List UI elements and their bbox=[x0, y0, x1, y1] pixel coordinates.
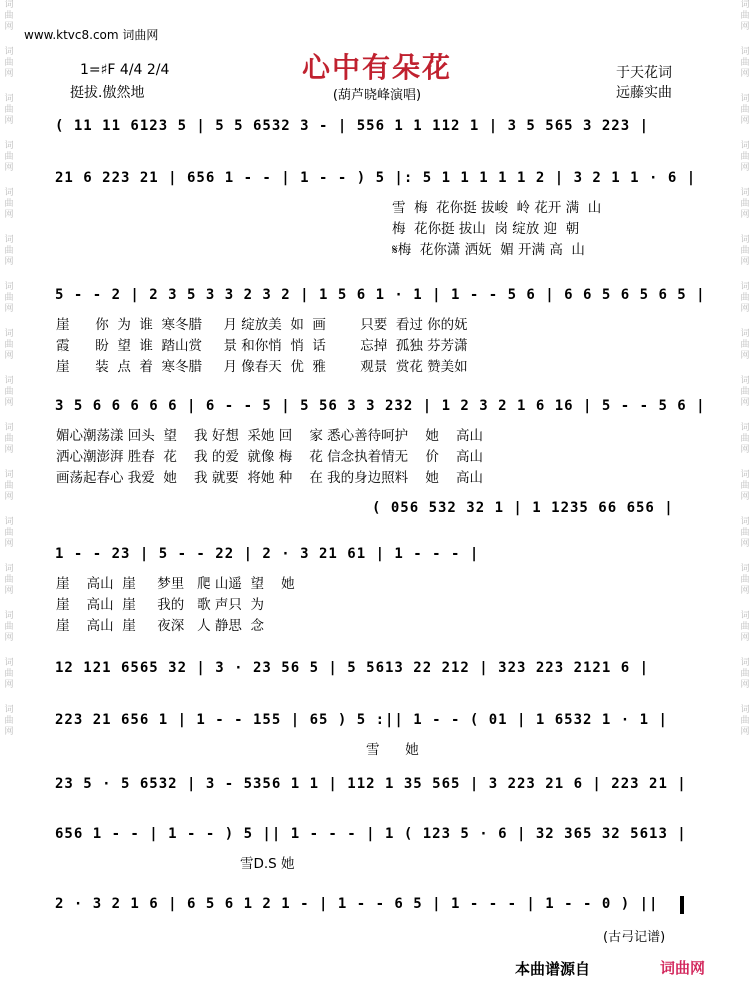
watermark-char: 词 bbox=[740, 141, 750, 151]
watermark-char: 网 bbox=[4, 492, 14, 502]
watermark-char: 网 bbox=[740, 586, 750, 596]
lyric-line: 洒心潮澎湃 胜春 花 我 的爱 就像 梅 花 信念执着情无 价 高山 bbox=[56, 449, 483, 465]
watermark-char: 网 bbox=[740, 398, 750, 408]
watermark-char: 词 bbox=[4, 423, 14, 433]
lyric-line: 𝄋梅 花你潇 洒妩 媚 开满 高 山 bbox=[392, 242, 585, 258]
watermark-char: 词 bbox=[740, 329, 750, 339]
lyric-line: 霞 盼 望 谁 踏山赏 景 和你悄 悄 话 忘掉 孤独 芬芳潇 bbox=[56, 338, 468, 354]
watermark-char: 曲 bbox=[740, 622, 750, 632]
watermark-char: 网 bbox=[4, 116, 14, 126]
watermark-char: 词 bbox=[4, 47, 14, 57]
watermark-char: 曲 bbox=[740, 716, 750, 726]
watermark-char: 词 bbox=[4, 0, 14, 10]
score-row: 21 6 223 21 | 656 1 - - | 1 - - ) 5 |: 5 1 1 1 1 1 2 | 3 2 1 1 · 6 | bbox=[55, 170, 697, 186]
score-row: ( 056 532 32 1 | 1 1235 66 656 | bbox=[372, 500, 674, 516]
watermark-char: 曲 bbox=[4, 11, 14, 21]
watermark-char: 词 bbox=[740, 705, 750, 715]
watermark-char: 网 bbox=[740, 116, 750, 126]
watermark-char: 词 bbox=[740, 235, 750, 245]
watermark-char: 词 bbox=[740, 517, 750, 527]
watermark-char: 词 bbox=[4, 329, 14, 339]
watermark-char: 网 bbox=[740, 69, 750, 79]
watermark-char: 曲 bbox=[4, 340, 14, 350]
lyric-line: 雪D.S 她 bbox=[240, 856, 295, 872]
watermark-char: 网 bbox=[4, 69, 14, 79]
watermark-char: 词 bbox=[740, 282, 750, 292]
watermark-char: 词 bbox=[740, 564, 750, 574]
watermark-char: 词 bbox=[740, 376, 750, 386]
watermark-char: 词 bbox=[4, 658, 14, 668]
left-watermark-strip bbox=[0, 0, 18, 1002]
tempo-marking: 挺拔.傲然地 bbox=[70, 85, 145, 101]
watermark-char: 曲 bbox=[740, 575, 750, 585]
watermark-char: 曲 bbox=[4, 246, 14, 256]
watermark-char: 词 bbox=[4, 188, 14, 198]
watermark-char: 曲 bbox=[740, 293, 750, 303]
watermark-char: 词 bbox=[4, 141, 14, 151]
watermark-char: 词 bbox=[4, 235, 14, 245]
watermark-char: 曲 bbox=[740, 105, 750, 115]
key-signature: 1=♯F 4/4 2/4 bbox=[80, 62, 170, 78]
score-row: 3 5 6 6 6 6 6 | 6 - - 5 | 5 56 3 3 232 | 1 2 3 2 1 6 16 | 5 - - 5 6 | bbox=[55, 398, 706, 414]
lyric-line: 崖 你 为 谁 寒冬腊 月 绽放美 如 画 只要 看过 你的妩 bbox=[56, 317, 468, 333]
watermark-char: 网 bbox=[740, 257, 750, 267]
watermark-char: 曲 bbox=[4, 481, 14, 491]
watermark-char: 词 bbox=[740, 611, 750, 621]
watermark-char: 词 bbox=[740, 470, 750, 480]
watermark-char: 曲 bbox=[4, 58, 14, 68]
watermark-char: 曲 bbox=[4, 293, 14, 303]
watermark-char: 网 bbox=[4, 445, 14, 455]
watermark-char: 网 bbox=[4, 210, 14, 220]
watermark-char: 词 bbox=[4, 564, 14, 574]
watermark-char: 网 bbox=[4, 539, 14, 549]
watermark-char: 曲 bbox=[4, 669, 14, 679]
lyric-line: 崖 高山 崖 我的 歌 声只 为 bbox=[56, 597, 264, 613]
watermark-char: 曲 bbox=[4, 105, 14, 115]
site-url[interactable]: www.ktvc8.com 词曲网 bbox=[24, 28, 159, 42]
watermark-char: 曲 bbox=[4, 387, 14, 397]
watermark-char: 词 bbox=[4, 94, 14, 104]
watermark-char: 曲 bbox=[4, 528, 14, 538]
composer-credit: 远藤实曲 bbox=[616, 85, 672, 101]
watermark-char: 网 bbox=[4, 163, 14, 173]
watermark-char: 词 bbox=[740, 0, 750, 10]
lyric-line: 崖 高山 崖 梦里 爬 山遥 望 她 bbox=[56, 576, 295, 592]
score-row: 2 · 3 2 1 6 | 6 5 6 1 2 1 - | 1 - - 6 5 | 1 - - - | 1 - - 0 ) || bbox=[55, 896, 659, 912]
score-row: 12 121 6565 32 | 3 · 23 56 5 | 5 5613 22 212 | 323 223 2121 6 | bbox=[55, 660, 650, 676]
watermark-char: 网 bbox=[740, 304, 750, 314]
watermark-char: 网 bbox=[4, 304, 14, 314]
score-row: 656 1 - - | 1 - - ) 5 || 1 - - - | 1 ( 123 5 · 6 | 32 365 32 5613 | bbox=[55, 826, 687, 842]
watermark-char: 网 bbox=[4, 586, 14, 596]
song-title: 心中有朵花 bbox=[301, 51, 452, 84]
lyric-line: 崖 高山 崖 夜深 人 静思 念 bbox=[56, 618, 264, 634]
watermark-char: 曲 bbox=[740, 528, 750, 538]
watermark-char: 网 bbox=[740, 163, 750, 173]
score-row: ( 11 11 6123 5 | 5 5 6532 3 - | 556 1 1 112 1 | 3 5 565 3 223 | bbox=[55, 118, 650, 134]
watermark-char: 网 bbox=[740, 680, 750, 690]
watermark-char: 曲 bbox=[740, 152, 750, 162]
watermark-char: 词 bbox=[740, 47, 750, 57]
watermark-char: 网 bbox=[740, 492, 750, 502]
watermark-char: 词 bbox=[740, 423, 750, 433]
transcriber-credit: (古弓记谱) bbox=[603, 930, 666, 945]
watermark-char: 曲 bbox=[740, 58, 750, 68]
watermark-char: 曲 bbox=[740, 434, 750, 444]
watermark-char: 网 bbox=[740, 727, 750, 737]
final-barline bbox=[680, 896, 684, 914]
watermark-char: 曲 bbox=[740, 199, 750, 209]
watermark-char: 词 bbox=[4, 705, 14, 715]
watermark-char: 网 bbox=[740, 210, 750, 220]
watermark-char: 曲 bbox=[740, 387, 750, 397]
watermark-char: 曲 bbox=[740, 481, 750, 491]
score-row: 5 - - 2 | 2 3 5 3 3 2 3 2 | 1 5 6 1 · 1 | 1 - - 5 6 | 6 6 5 6 5 6 5 | bbox=[55, 287, 706, 303]
watermark-char: 词 bbox=[4, 470, 14, 480]
watermark-char: 网 bbox=[740, 22, 750, 32]
watermark-char: 曲 bbox=[4, 716, 14, 726]
watermark-char: 网 bbox=[740, 445, 750, 455]
lyric-line: 梅 花你挺 拔山 岗 绽放 迎 朝 bbox=[392, 221, 580, 237]
watermark-char: 曲 bbox=[740, 11, 750, 21]
watermark-char: 网 bbox=[740, 633, 750, 643]
watermark-char: 曲 bbox=[4, 152, 14, 162]
watermark-char: 曲 bbox=[740, 246, 750, 256]
lyric-line: 媚心潮荡漾 回头 望 我 好想 采她 回 家 悉心善待呵护 她 高山 bbox=[56, 428, 483, 444]
watermark-char: 词 bbox=[740, 94, 750, 104]
lyric-line: 雪 梅 花你挺 拔峻 岭 花开 满 山 bbox=[392, 200, 602, 216]
watermark-char: 网 bbox=[4, 727, 14, 737]
watermark-char: 曲 bbox=[4, 199, 14, 209]
right-watermark-strip bbox=[736, 0, 754, 1002]
lyric-line: 崖 装 点 着 寒冬腊 月 像春天 优 雅 观景 赏花 赞美如 bbox=[56, 359, 468, 375]
singer-credit: (葫芦晓峰演唱) bbox=[332, 88, 422, 103]
watermark-char: 词 bbox=[4, 282, 14, 292]
watermark-char: 词 bbox=[4, 376, 14, 386]
watermark-char: 网 bbox=[4, 351, 14, 361]
watermark-char: 网 bbox=[740, 351, 750, 361]
watermark-char: 曲 bbox=[740, 340, 750, 350]
watermark-char: 网 bbox=[740, 539, 750, 549]
score-row: 23 5 · 5 6532 | 3 - 5356 1 1 | 112 1 35 565 | 3 223 21 6 | 223 21 | bbox=[55, 776, 687, 792]
watermark-char: 网 bbox=[4, 22, 14, 32]
watermark-char: 词 bbox=[4, 517, 14, 527]
source-label: 本曲谱源自 bbox=[515, 960, 591, 978]
watermark-char: 网 bbox=[4, 398, 14, 408]
watermark-char: 网 bbox=[4, 257, 14, 267]
watermark-char: 词 bbox=[740, 658, 750, 668]
watermark-char: 曲 bbox=[4, 434, 14, 444]
watermark-char: 网 bbox=[4, 633, 14, 643]
score-row: 1 - - 23 | 5 - - 22 | 2 · 3 21 61 | 1 - - - | bbox=[55, 546, 480, 562]
source-logo[interactable]: 词曲网 bbox=[660, 959, 706, 977]
watermark-char: 网 bbox=[4, 680, 14, 690]
watermark-char: 词 bbox=[740, 188, 750, 198]
watermark-char: 曲 bbox=[4, 622, 14, 632]
score-row: 223 21 656 1 | 1 - - 155 | 65 ) 5 :|| 1 - - ( 01 | 1 6532 1 · 1 | bbox=[55, 712, 668, 728]
lyric-line: 画荡起春心 我爱 她 我 就要 将她 种 在 我的身边照料 她 高山 bbox=[56, 470, 483, 486]
lyric-line: 雪 她 bbox=[366, 742, 419, 758]
lyricist-credit: 于天花词 bbox=[616, 65, 672, 81]
watermark-char: 曲 bbox=[740, 669, 750, 679]
watermark-char: 曲 bbox=[4, 575, 14, 585]
watermark-char: 词 bbox=[4, 611, 14, 621]
